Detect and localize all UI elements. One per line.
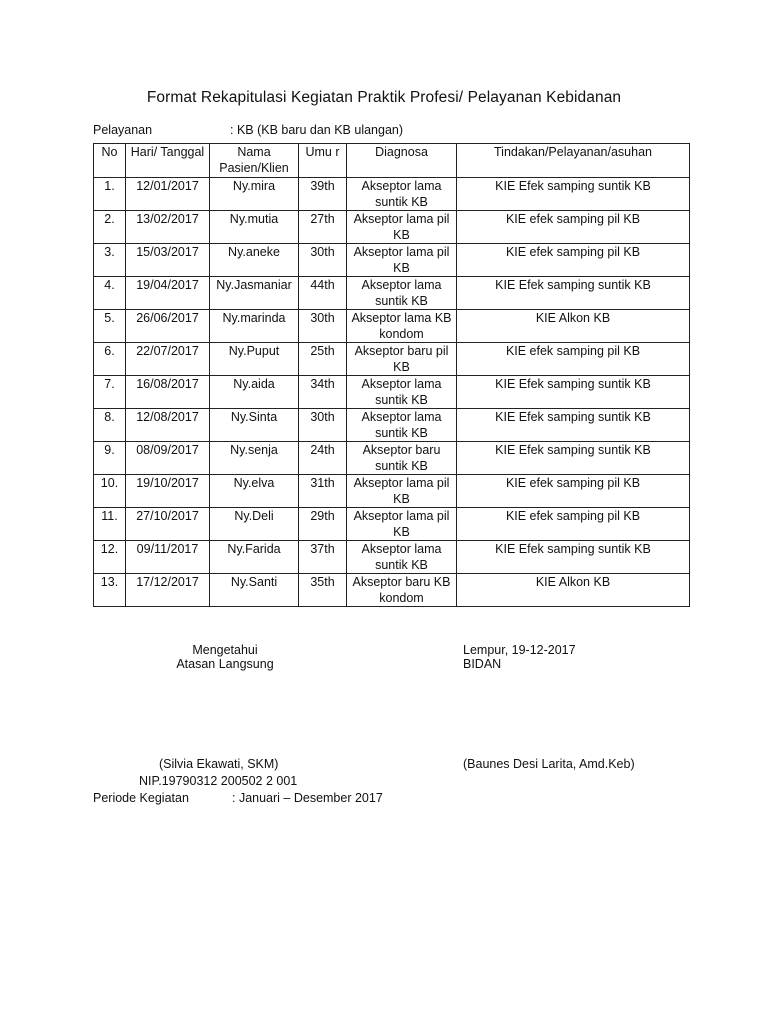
cell-no: 11. <box>94 508 126 541</box>
left-heading-2: Atasan Langsung <box>176 657 274 671</box>
cell-date: 08/09/2017 <box>126 442 210 475</box>
cell-name: Ny.Jasmaniar <box>210 277 299 310</box>
cell-name: Ny.mira <box>210 178 299 211</box>
cell-no: 12. <box>94 541 126 574</box>
header-diagnosis: Diagnosa <box>347 144 457 178</box>
table-row <box>94 541 690 574</box>
cell-age: 29th <box>299 508 347 541</box>
cell-name: Ny.Puput <box>210 343 299 376</box>
periode-value: : Januari – Desember 2017 <box>232 791 383 805</box>
cell-name: Ny.elva <box>210 475 299 508</box>
cell-name: Ny.Farida <box>210 541 299 574</box>
cell-date: 16/08/2017 <box>126 376 210 409</box>
cell-date: 27/10/2017 <box>126 508 210 541</box>
cell-age: 39th <box>299 178 347 211</box>
cell-age: 31th <box>299 475 347 508</box>
cell-name: Ny.aneke <box>210 244 299 277</box>
cell-date: 17/12/2017 <box>126 574 210 607</box>
cell-age: 25th <box>299 343 347 376</box>
table-header-row <box>94 144 690 178</box>
cell-action: KIE Efek samping suntik KB <box>457 178 690 211</box>
cell-no: 13. <box>94 574 126 607</box>
cell-diagnosis: Akseptor lama pil KB <box>347 211 457 244</box>
periode-line <box>93 791 383 805</box>
cell-date: 09/11/2017 <box>126 541 210 574</box>
header-no: No <box>94 144 126 178</box>
table-row <box>94 376 690 409</box>
cell-age: 27th <box>299 211 347 244</box>
cell-no: 6. <box>94 343 126 376</box>
table-row <box>94 508 690 541</box>
table-row <box>94 409 690 442</box>
table-row <box>94 244 690 277</box>
cell-date: 13/02/2017 <box>126 211 210 244</box>
cell-no: 5. <box>94 310 126 343</box>
cell-action: KIE Efek samping suntik KB <box>457 376 690 409</box>
cell-action: KIE Efek samping suntik KB <box>457 541 690 574</box>
cell-action: KIE Alkon KB <box>457 310 690 343</box>
cell-no: 4. <box>94 277 126 310</box>
cell-diagnosis: Akseptor lama suntik KB <box>347 541 457 574</box>
periode-label: Periode Kegiatan <box>93 791 189 805</box>
pelayanan-line <box>93 123 403 137</box>
cell-age: 34th <box>299 376 347 409</box>
cell-age: 37th <box>299 541 347 574</box>
table-row <box>94 475 690 508</box>
table-row <box>94 277 690 310</box>
pelayanan-label: Pelayanan <box>93 123 153 137</box>
cell-no: 10. <box>94 475 126 508</box>
cell-action: KIE Efek samping suntik KB <box>457 409 690 442</box>
left-signature-block <box>155 643 295 671</box>
cell-diagnosis: Akseptor baru pil KB <box>347 343 457 376</box>
cell-action: KIE efek samping pil KB <box>457 211 690 244</box>
cell-name: Ny.senja <box>210 442 299 475</box>
cell-name: Ny.Deli <box>210 508 299 541</box>
cell-action: KIE Efek samping suntik KB <box>457 277 690 310</box>
right-role: BIDAN <box>463 657 502 671</box>
table-row <box>94 343 690 376</box>
cell-age: 44th <box>299 277 347 310</box>
table-row <box>94 211 690 244</box>
cell-action: KIE Alkon KB <box>457 574 690 607</box>
left-heading-1: Mengetahui <box>192 643 258 657</box>
cell-diagnosis: Akseptor lama suntik KB <box>347 277 457 310</box>
cell-diagnosis: Akseptor lama suntik KB <box>347 409 457 442</box>
header-name: Nama Pasien/Klien <box>210 144 299 178</box>
left-signer-nip: NIP.19790312 200502 2 001 <box>139 774 298 788</box>
cell-diagnosis: Akseptor lama pil KB <box>347 508 457 541</box>
cell-age: 30th <box>299 244 347 277</box>
left-signer-name: (Silvia Ekawati, SKM) <box>159 757 279 771</box>
cell-diagnosis: Akseptor lama pil KB <box>347 475 457 508</box>
right-signer-name: (Baunes Desi Larita, Amd.Keb) <box>463 757 635 771</box>
table-row <box>94 442 690 475</box>
cell-no: 8. <box>94 409 126 442</box>
cell-name: Ny.aida <box>210 376 299 409</box>
pelayanan-value: : KB (KB baru dan KB ulangan) <box>230 123 404 137</box>
table-row <box>94 178 690 211</box>
cell-age: 35th <box>299 574 347 607</box>
cell-date: 19/04/2017 <box>126 277 210 310</box>
cell-no: 7. <box>94 376 126 409</box>
header-date: Hari/ Tanggal <box>126 144 210 178</box>
table-row <box>94 310 690 343</box>
cell-date: 12/08/2017 <box>126 409 210 442</box>
cell-no: 3. <box>94 244 126 277</box>
cell-name: Ny.mutia <box>210 211 299 244</box>
cell-date: 22/07/2017 <box>126 343 210 376</box>
cell-action: KIE Efek samping suntik KB <box>457 442 690 475</box>
cell-diagnosis: Akseptor lama suntik KB <box>347 178 457 211</box>
cell-diagnosis: Akseptor lama suntik KB <box>347 376 457 409</box>
cell-action: KIE efek samping pil KB <box>457 475 690 508</box>
table-row <box>94 574 690 607</box>
document-title: Format Rekapitulasi Kegiatan Praktik Profesi/ Pelayanan Kebidanan <box>146 89 622 106</box>
right-signature-block <box>463 643 576 671</box>
cell-age: 30th <box>299 409 347 442</box>
cell-age: 24th <box>299 442 347 475</box>
right-place-date: Lempur, 19-12-2017 <box>463 643 576 657</box>
cell-diagnosis: Akseptor baru suntik KB <box>347 442 457 475</box>
cell-date: 26/06/2017 <box>126 310 210 343</box>
cell-date: 15/03/2017 <box>126 244 210 277</box>
cell-action: KIE efek samping pil KB <box>457 508 690 541</box>
cell-name: Ny.Santi <box>210 574 299 607</box>
cell-diagnosis: Akseptor lama pil KB <box>347 244 457 277</box>
cell-date: 19/10/2017 <box>126 475 210 508</box>
cell-diagnosis: Akseptor lama KB kondom <box>347 310 457 343</box>
cell-no: 1. <box>94 178 126 211</box>
cell-date: 12/01/2017 <box>126 178 210 211</box>
cell-action: KIE efek samping pil KB <box>457 244 690 277</box>
cell-diagnosis: Akseptor baru KB kondom <box>347 574 457 607</box>
header-age: Umu r <box>299 144 347 178</box>
cell-age: 30th <box>299 310 347 343</box>
header-action: Tindakan/Pelayanan/asuhan <box>457 144 690 178</box>
cell-action: KIE efek samping pil KB <box>457 343 690 376</box>
cell-no: 9. <box>94 442 126 475</box>
cell-no: 2. <box>94 211 126 244</box>
cell-name: Ny.Sinta <box>210 409 299 442</box>
cell-name: Ny.marinda <box>210 310 299 343</box>
recap-table <box>93 143 690 607</box>
